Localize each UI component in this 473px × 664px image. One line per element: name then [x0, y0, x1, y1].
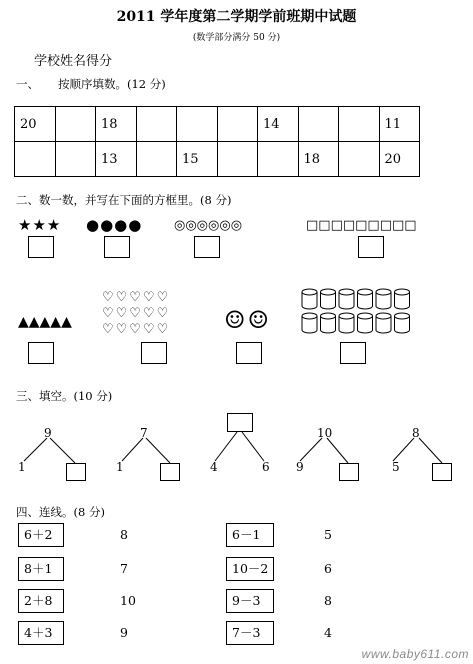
bond-top-number: 10: [317, 426, 333, 440]
heart-icon: ♡♡♡♡♡: [102, 306, 171, 321]
table-cell[interactable]: 20: [379, 142, 420, 177]
bond-left-number: 9: [296, 460, 304, 474]
answer-number[interactable]: 8: [120, 527, 128, 542]
page-subtitle: (数学部分满分 50 分): [192, 33, 281, 43]
bond-answer-box[interactable]: [66, 463, 86, 481]
answer-number[interactable]: 8: [324, 593, 332, 608]
square-icon: □□□□□□□□□: [306, 218, 417, 233]
bond-answer-box[interactable]: [339, 463, 359, 481]
bond-left-number: 1: [116, 460, 124, 474]
triangle-icon: ▲▲▲▲▲: [18, 314, 72, 330]
table-cell[interactable]: 20: [15, 107, 56, 142]
expression-box[interactable]: 6－1: [226, 523, 274, 547]
section3-heading: 三、填空。(10 分): [16, 389, 113, 403]
bond-right-number: 6: [262, 460, 270, 474]
answer-number[interactable]: 9: [120, 625, 128, 640]
expression-box[interactable]: 10－2: [226, 557, 274, 581]
bond-answer-box[interactable]: [432, 463, 452, 481]
expression-box[interactable]: 6＋2: [18, 523, 64, 547]
bond-top-number: 7: [140, 426, 148, 440]
section1-number: 一、: [16, 77, 39, 91]
answer-number[interactable]: 7: [120, 561, 128, 576]
bond-left-number: 5: [392, 460, 400, 474]
star-icon: ★★★: [18, 216, 62, 234]
table-cell[interactable]: 11: [379, 107, 420, 142]
heart-icon: ♡♡♡♡♡: [102, 322, 171, 337]
section1-heading: 按顺序填数。(12 分): [58, 77, 166, 91]
section2-heading: 二、数一数，并写在下面的方框里。(8 分): [16, 193, 232, 207]
expression-box[interactable]: 4＋3: [18, 621, 64, 645]
bond-top-number: 9: [44, 426, 52, 440]
bond-answer-box[interactable]: [160, 463, 180, 481]
bond-left-number: 1: [18, 460, 26, 474]
expression-box[interactable]: 8＋1: [18, 557, 64, 581]
expression-box[interactable]: 2＋8: [18, 589, 64, 613]
section4-heading: 四、连线。(8 分): [16, 505, 105, 519]
table-cell[interactable]: 15: [177, 142, 218, 177]
answer-number[interactable]: 6: [324, 561, 332, 576]
expression-box[interactable]: 9－3: [226, 589, 274, 613]
table-cell[interactable]: 13: [96, 142, 137, 177]
page-title: 2011 学年度第二学期学前班期中试题: [116, 9, 357, 25]
answer-number[interactable]: 5: [324, 527, 332, 542]
watermark: www.baby611.com: [361, 647, 469, 661]
school-name-line: 学校姓名得分: [34, 54, 113, 69]
circle-icon: ●●●●: [86, 216, 143, 234]
heart-icon: ♡♡♡♡♡: [102, 290, 171, 305]
bond-left-number: 4: [210, 460, 218, 474]
table-cell[interactable]: 18: [298, 142, 339, 177]
bond-answer-box[interactable]: [227, 413, 253, 432]
answer-number[interactable]: 4: [324, 625, 332, 640]
double-circle-icon: ◎◎◎◎◎◎: [174, 218, 243, 233]
bond-top-number: 8: [412, 426, 420, 440]
table-cell[interactable]: 18: [96, 107, 137, 142]
expression-box[interactable]: 7－3: [226, 621, 274, 645]
smiley-icon: ☺☺: [224, 306, 272, 334]
answer-number[interactable]: 10: [120, 593, 136, 608]
table-cell[interactable]: 14: [258, 107, 299, 142]
